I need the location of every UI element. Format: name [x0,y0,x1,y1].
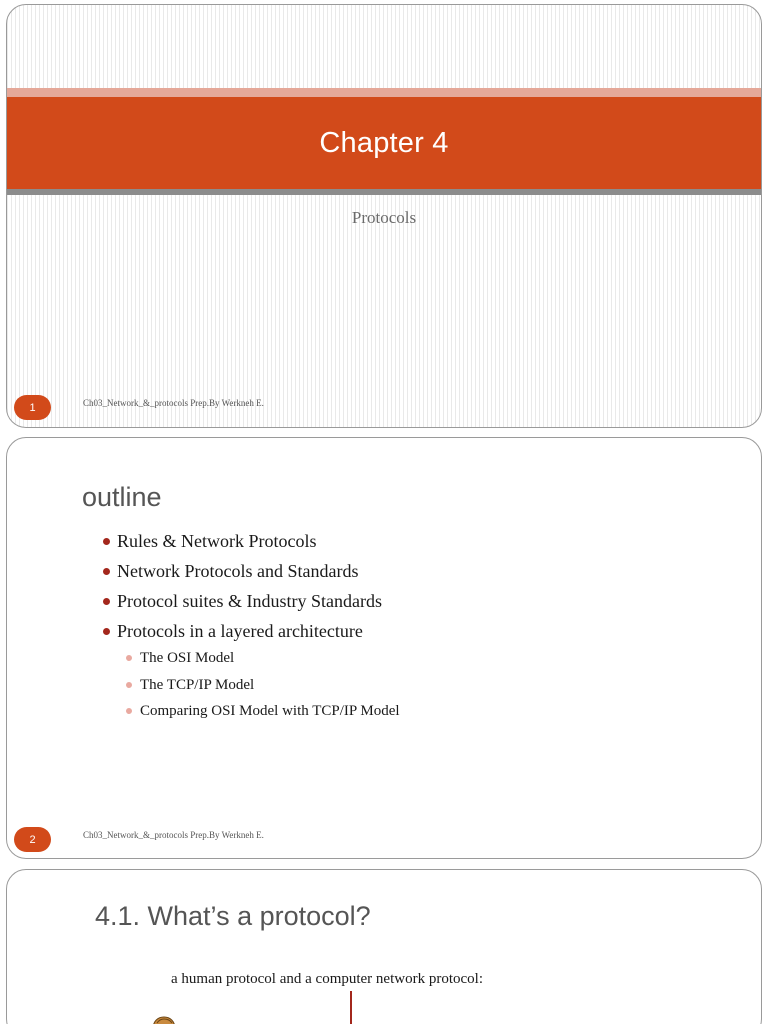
sub-list-item-text: The TCP/IP Model [140,676,255,693]
bullet-dot-icon [103,568,110,575]
slide-subtitle: Protocols [351,208,417,227]
bullet-dot-icon [103,628,110,635]
sub-bullet-dot-icon [126,655,132,661]
list-item-text: Protocols in a layered architecture [117,621,363,641]
slide-2 [6,437,762,859]
slide-heading: 4.1. What’s a protocol? [95,901,371,931]
title-band-shadow [7,189,761,195]
list-item [103,616,382,646]
bullet-dot-icon [103,598,110,605]
list-item [103,586,382,616]
list-item-text: Rules & Network Protocols [117,531,317,551]
sub-bullet-dot-icon [126,708,132,714]
slide-caption: a human protocol and a computer network protocol: [171,971,483,987]
list-item [103,526,382,556]
sub-list-item-text: Comparing OSI Model with TCP/IP Model [140,703,400,719]
sub-list-item [124,698,400,725]
title-band-accent [7,88,761,97]
list-item-text: Protocol suites & Industry Standards [117,591,382,611]
divider-line [350,991,352,1024]
sub-bullet-dot-icon [126,682,132,688]
sub-list-item-text: The OSI Model [140,650,235,666]
bullet-dot-icon [103,538,110,545]
chapter-title: Chapter 4 [319,126,449,159]
sub-bullet-list [124,645,400,725]
bullet-list [103,526,382,646]
slide-3 [6,869,762,1024]
person-head-icon [149,1015,179,1024]
slide-heading: outline [82,482,162,512]
sub-list-item [124,645,400,672]
title-band [7,97,761,189]
slide-number-badge: 1 [14,395,51,420]
slide-number-badge: 2 [14,827,51,852]
slide-1 [6,4,762,428]
slide-footer: Ch03_Network_&_protocols Prep.By Werkneh E. [83,830,264,840]
slide-footer: Ch03_Network_&_protocols Prep.By Werkneh E. [83,398,264,408]
sub-list-item [124,672,400,699]
list-item-text: Network Protocols and Standards [117,561,359,581]
list-item [103,556,382,586]
